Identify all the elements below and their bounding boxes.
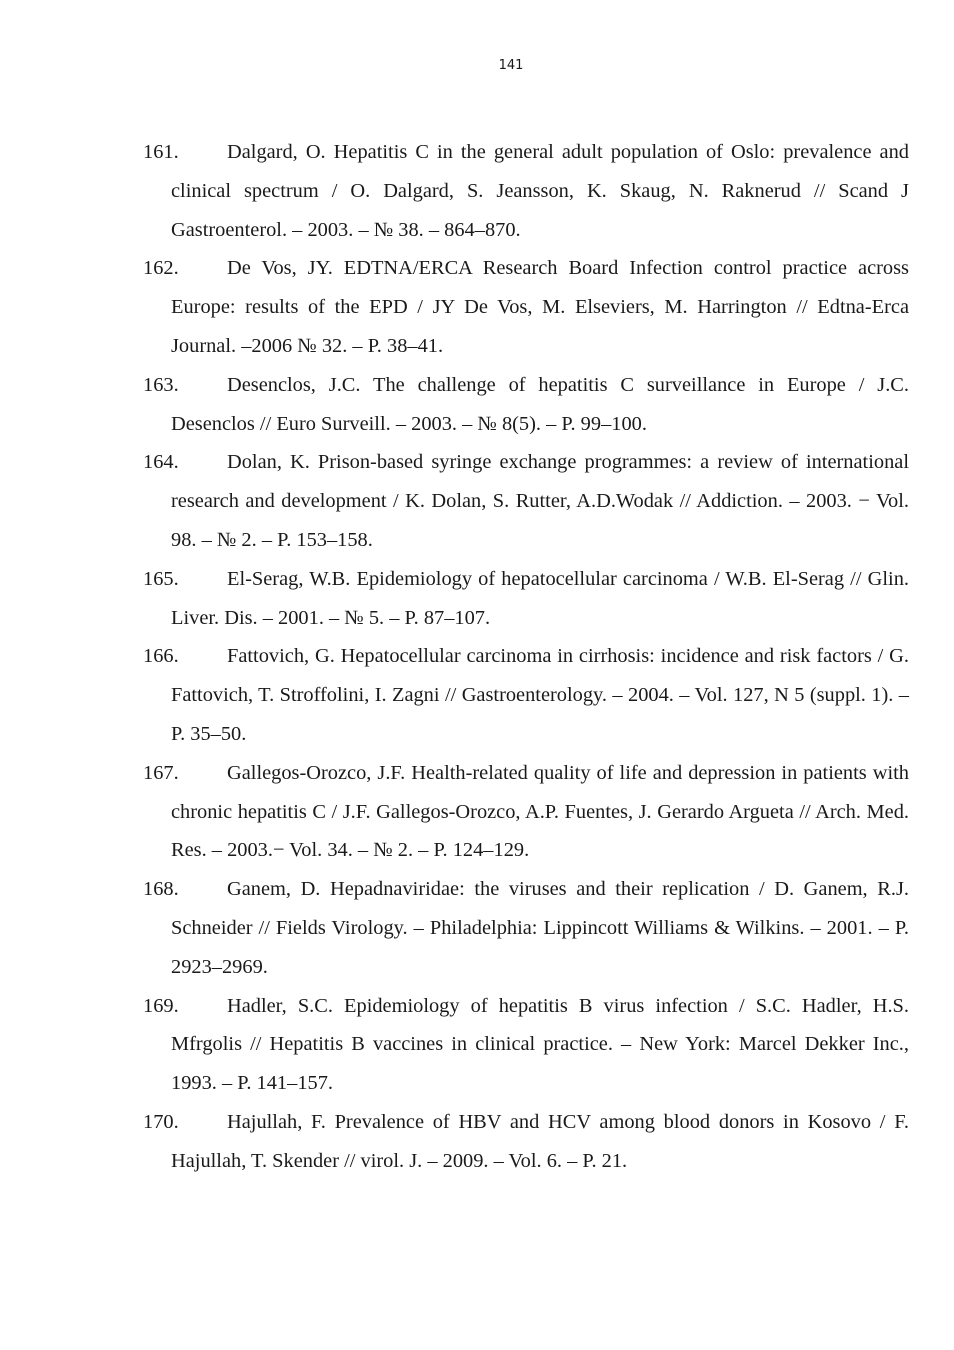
reference-number: 165.	[143, 567, 179, 590]
reference-item	[143, 1103, 909, 1181]
reference-number: 168.	[143, 878, 179, 901]
reference-number: 164.	[143, 451, 179, 474]
reference-number: 163.	[143, 373, 179, 396]
reference-text: Fattovich, G. Hepatocellular carcinoma in cirrhosis: incidence and risk factors / G. Fattovich, T. Stroffolini, I. Zagni // Gastroenterology. – 2004. – Vol. 127, N 5 (suppl. 1). – P. 35–50.	[171, 645, 909, 745]
reference-item	[143, 366, 909, 444]
reference-list	[143, 133, 909, 1181]
reference-number: 162.	[143, 257, 179, 280]
reference-number: 167.	[143, 761, 179, 784]
reference-text: Hajullah, F. Prevalence of HBV and HCV among blood donors in Kosovo / F. Hajullah, T. Skender // virol. J. – 2009. – Vol. 6. – P. 21.	[171, 1110, 909, 1172]
reference-text: Dolan, K. Prison-based syringe exchange programmes: a review of international research and development / K. Dolan, S. Rutter, A.D.Wodak // Addiction. – 2003. − Vol. 98. – № 2. – P. 153–158.	[171, 451, 909, 551]
reference-item	[143, 249, 909, 365]
reference-text: Ganem, D. Hepadnaviridae: the viruses and their replication / D. Ganem, R.J. Schneider // Fields Virology. – Philadelphia: Lippincott Williams & Wilkins. – 2001. – P. 2923–2969.	[171, 878, 909, 978]
reference-item	[143, 754, 909, 870]
reference-text: Hadler, S.C. Epidemiology of hepatitis B virus infection / S.C. Hadler, H.S. Mfrgolis // Hepatitis B vaccines in clinical practice. – New York: Marcel Dekker Inc., 1993. – P. 141–157.	[171, 994, 909, 1095]
reference-text: Gallegos-Orozco, J.F. Health-related quality of life and depression in patients with chronic hepatitis C / J.F. Gallegos-Orozco, A.P. Fuentes, J. Gerardo Argueta // Arch. Med. Res. – 2003.− Vol. 34. – № 2. – P. 124–129.	[171, 761, 909, 862]
reference-text: De Vos, JY. EDTNA/ERCA Research Board Infection control practice across Europe: results of the EPD / JY De Vos, M. Elseviers, M. Harrington // Edtna-Erca Journal. –2006 № 32. – P. 38–41.	[171, 257, 909, 357]
reference-item	[143, 560, 909, 638]
reference-text: Desenclos, J.C. The challenge of hepatitis C surveillance in Europe / J.C. Desenclos // Euro Surveill. – 2003. – № 8(5). – P. 99–100.	[171, 373, 909, 435]
reference-item	[143, 443, 909, 559]
reference-item	[143, 870, 909, 986]
reference-item	[143, 637, 909, 753]
reference-item	[143, 133, 909, 249]
reference-text: Dalgard, O. Hepatitis C in the general adult population of Oslo: prevalence and clinical spectrum / O. Dalgard, S. Jeansson, K. Skaug, N. Raknerud // Scand J Gastroenterol. – 2003. – № 38. – 864–870.	[171, 141, 909, 241]
reference-text: El-Serag, W.B. Epidemiology of hepatocellular carcinoma / W.B. El-Serag // Glin. Liver. Dis. – 2001. – № 5. – P. 87–107.	[171, 567, 909, 629]
page-number: 141	[498, 58, 524, 73]
reference-item	[143, 987, 909, 1103]
reference-number: 161.	[143, 141, 179, 163]
reference-number: 166.	[143, 645, 179, 668]
reference-number: 170.	[143, 1110, 179, 1133]
reference-number: 169.	[143, 994, 179, 1017]
